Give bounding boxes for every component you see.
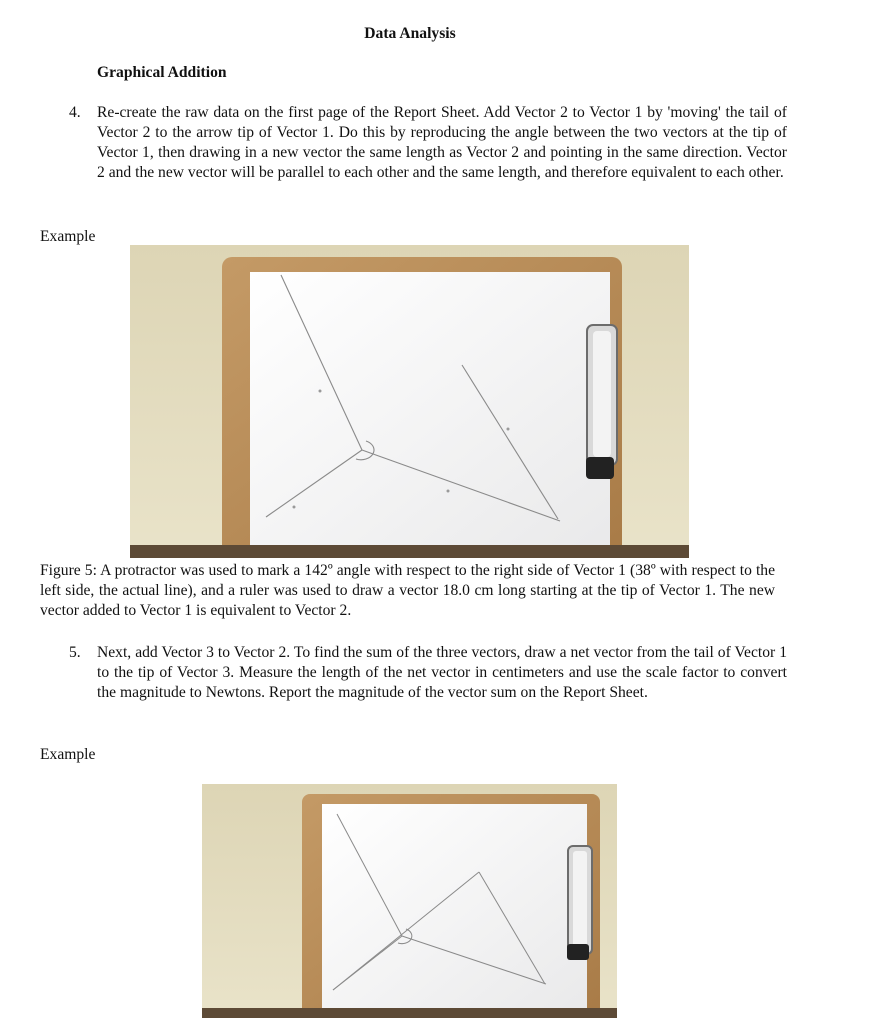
example-label-1: Example: [40, 228, 96, 245]
step-5-text: Next, add Vector 3 to Vector 2. To find the sum of the three vectors, draw a net vector from the tail of Vector 1 to the tip of Vector 3. Measure the length of the net vector in centimeters and use the scale factor to convert the magnitude to Newtons. Report the magnitude of the vector sum on the Report Sheet.: [97, 644, 787, 701]
example-label-2: Example: [40, 746, 96, 763]
clipboard-photo-1-svg: [130, 245, 689, 558]
table-edge: [130, 545, 689, 558]
step-5-number: 5.: [69, 644, 81, 661]
paper-sheet: [322, 804, 587, 1018]
clipboard-photo-2-svg: [202, 784, 617, 1018]
clip-base: [567, 944, 589, 960]
figure-5-caption: Figure 5: A protractor was used to mark a 142º angle with respect to the right side of Vector 1 (38º with respect to the left side, the actual line), and a ruler was used to draw a vector 18.0 cm long starting at the tip of Vector 1. The new vector added to Vector 1 is equivalent to Vector 2.: [40, 562, 775, 619]
step-4-text: Re-create the raw data on the first page of the Report Sheet. Add Vector 2 to Vector 1 by 'moving' the tail of Vector 2 to the arrow tip of Vector 1. Do this by reproducing the angle between the two vectors at the tip of Vector 1, then drawing in a new vector the same length as Vector 2 and pointing in the same direction. Vector 2 and the new vector will be parallel to each other and the same length, and therefore equivalent to each other.: [97, 104, 787, 181]
step-4-number: 4.: [69, 104, 81, 121]
clipboard-photo-2: [202, 784, 617, 1018]
clipboard-photo-1: [130, 245, 689, 558]
page-title: Data Analysis: [364, 25, 456, 42]
clip-base: [586, 457, 614, 479]
section-heading: Graphical Addition: [97, 64, 227, 81]
table-edge: [202, 1008, 617, 1018]
